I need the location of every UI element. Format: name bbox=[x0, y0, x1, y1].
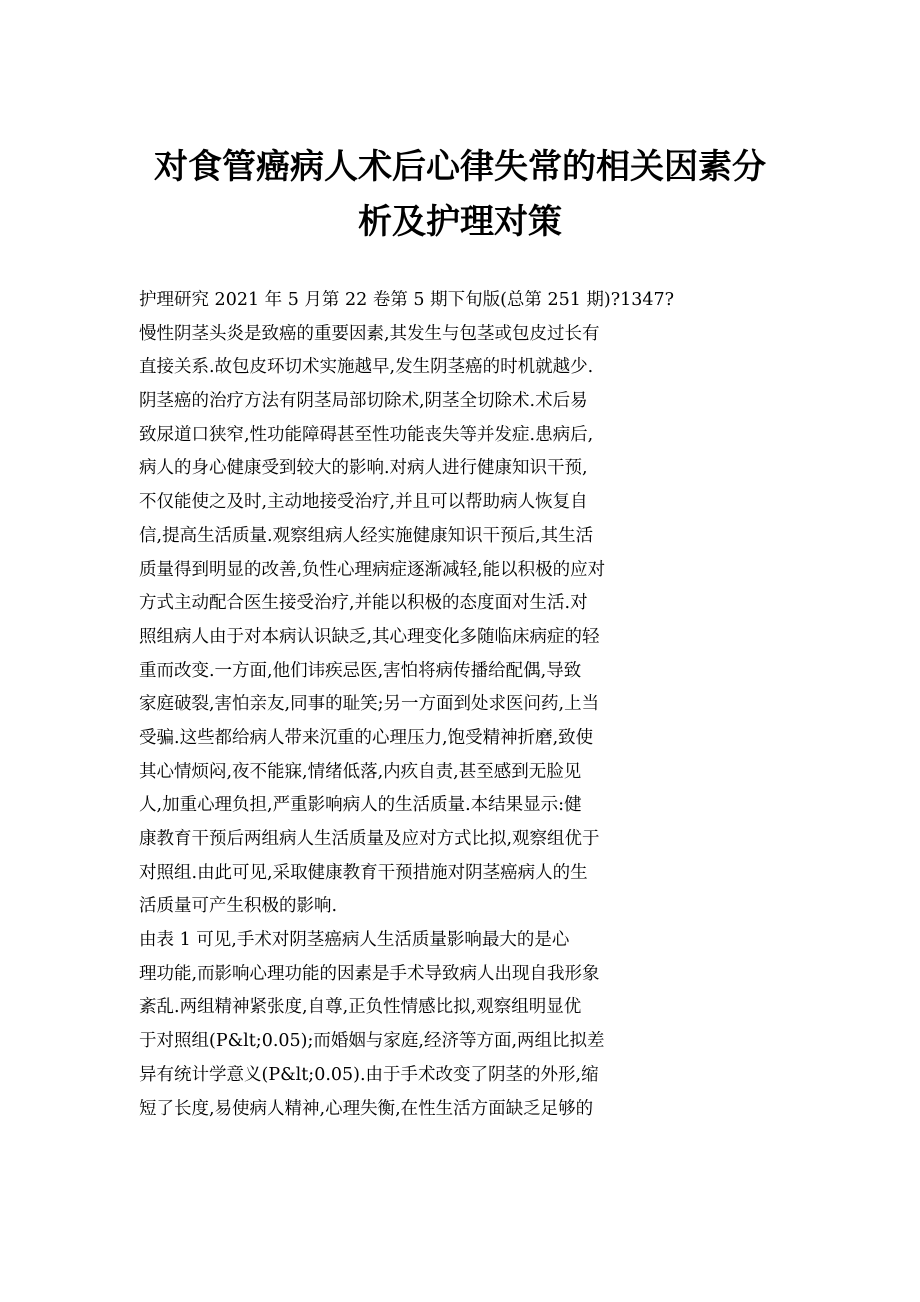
body-line: 家庭破裂,害怕亲友,同事的耻笑;另一方面到处求医问药,上当 bbox=[139, 694, 600, 715]
body-line: 重而改变.一方面,他们讳疾忌医,害怕将病传播给配偶,导致 bbox=[139, 660, 582, 681]
document-body bbox=[139, 288, 779, 1130]
body-line: 慢性阴茎头炎是致癌的重要因素,其发生与包茎或包皮过长有 bbox=[139, 323, 600, 344]
body-line: 短了长度,易使病人精神,心理失衡,在性生活方面缺乏足够的 bbox=[139, 1098, 594, 1119]
body-line: 对照组.由此可见,采取健康教育干预措施对阴茎癌病人的生 bbox=[139, 862, 588, 883]
body-line: 由表 1 可见,手术对阴茎癌病人生活质量影响最大的是心 bbox=[139, 930, 570, 951]
body-line: 人,加重心理负担,严重影响病人的生活质量.本结果显示:健 bbox=[139, 795, 582, 816]
body-line: 康教育干预后两组病人生活质量及应对方式比拟,观察组优于 bbox=[139, 829, 600, 849]
body-line: 受骗.这些都给病人带来沉重的心理压力,饱受精神折磨,致使 bbox=[139, 727, 594, 748]
body-line: 照组病人由于对本病认识缺乏,其心理变化多随临床病症的轻 bbox=[139, 626, 600, 647]
body-line: 直接关系.故包皮环切术实施越早,发生阴茎癌的时机就越少. bbox=[139, 357, 594, 378]
body-line: 致尿道口狭窄,性功能障碍甚至性功能丧失等并发症.患病后, bbox=[139, 424, 594, 445]
body-line: 活质量可产生积极的影响. bbox=[139, 896, 338, 917]
journal-citation-line: 护理研究 2021 年 5 月第 22 卷第 5 期下旬版(总第 251 期)?1347? bbox=[139, 290, 675, 310]
body-line: 其心情烦闷,夜不能寐,情绪低落,内疚自责,甚至感到无脸见 bbox=[139, 761, 582, 782]
body-line: 理功能,而影响心理功能的因素是手术导致病人出现自我形象 bbox=[139, 963, 600, 984]
document-title-line-1: 对食管癌病人术后心律失常的相关因素分 bbox=[154, 147, 766, 187]
body-line: 紊乱.两组精神紧张度,自尊,正负性情感比拟,观察组明显优 bbox=[139, 997, 582, 1018]
body-line: 方式主动配合医生接受治疗,并能以积极的态度面对生活.对 bbox=[139, 593, 588, 614]
body-line: 异有统计学意义(P&lt;0.05).由于手术改变了阴茎的外形,缩 bbox=[139, 1064, 599, 1085]
body-line: 于对照组(P&lt;0.05);而婚姻与家庭,经济等方面,两组比拟差 bbox=[139, 1031, 605, 1052]
body-line: 质量得到明显的改善,负性心理病症逐渐减轻,能以积极的应对 bbox=[139, 559, 606, 580]
body-line: 信,提高生活质量.观察组病人经实施健康知识干预后,其生活 bbox=[139, 525, 594, 546]
body-line: 不仅能使之及时,主动地接受治疗,并且可以帮助病人恢复自 bbox=[139, 492, 588, 513]
body-line: 病人的身心健康受到较大的影响.对病人进行健康知识干预, bbox=[139, 458, 588, 479]
document-title-line-2: 析及护理对策 bbox=[358, 202, 562, 242]
body-line: 阴茎癌的治疗方法有阴茎局部切除术,阴茎全切除术.术后易 bbox=[139, 391, 588, 412]
